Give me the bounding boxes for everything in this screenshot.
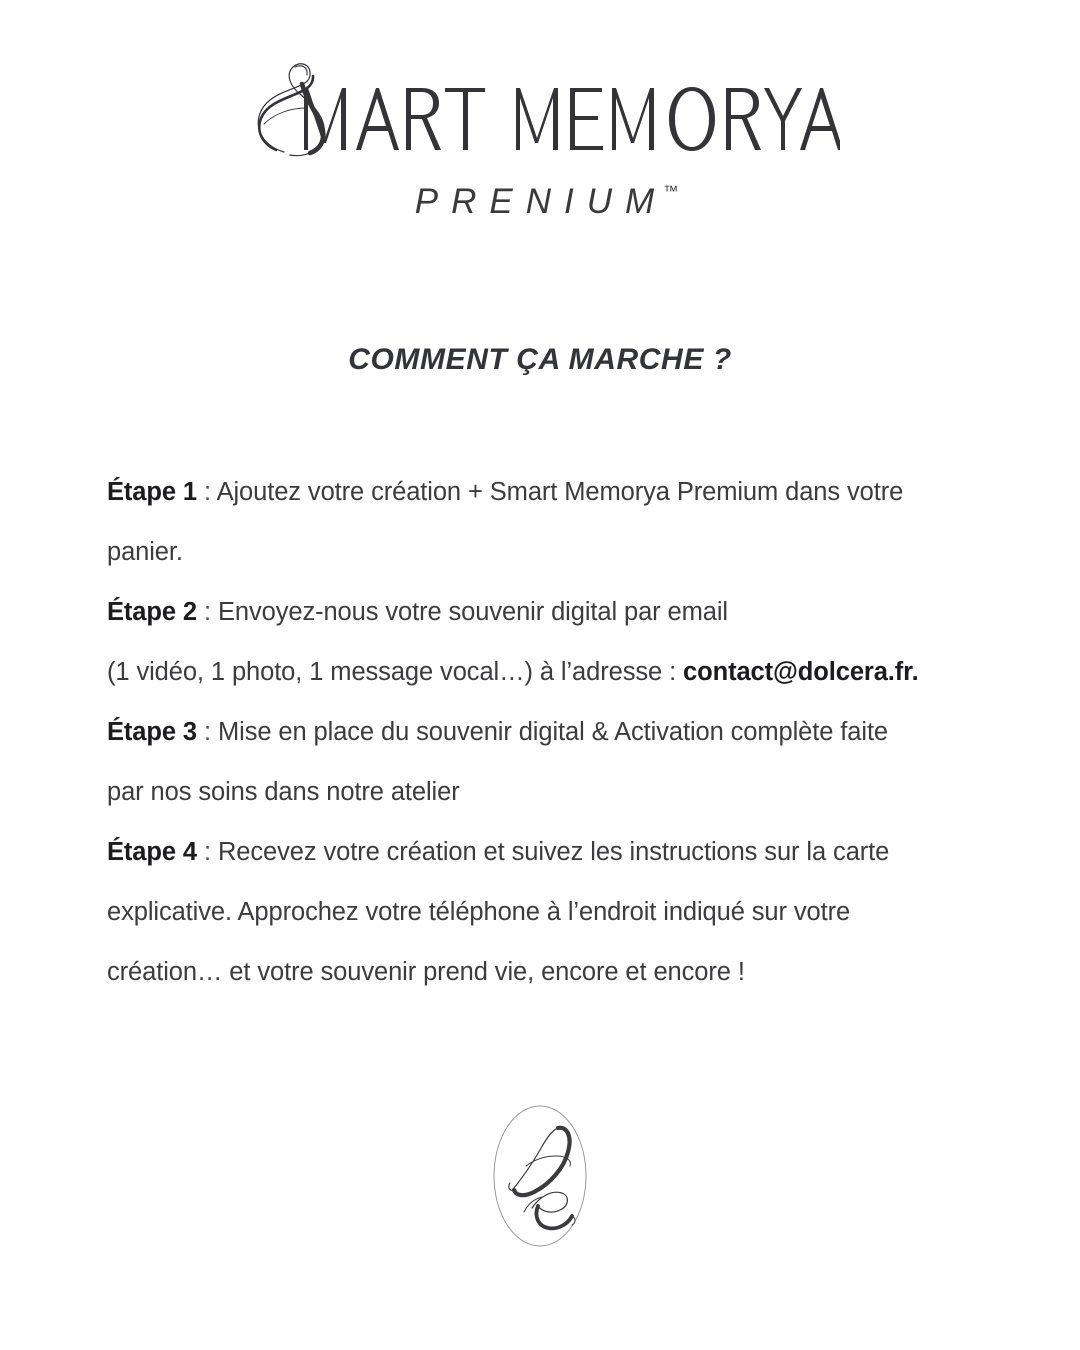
list-item xyxy=(107,762,979,822)
brand-header xyxy=(0,58,1080,222)
list-item xyxy=(107,882,979,942)
step-separator: : xyxy=(197,598,218,626)
step-label: Étape 3 xyxy=(107,718,198,746)
brand-subtitle xyxy=(402,182,678,222)
de-monogram-icon xyxy=(480,1092,600,1260)
list-item xyxy=(107,822,979,882)
step-text: Recevez votre création et suivez les instructions sur la carte xyxy=(217,838,890,866)
list-item xyxy=(107,642,979,702)
brand-subtitle-text: PRENIUM xyxy=(414,182,668,221)
step-label: Étape 4 xyxy=(107,838,198,866)
step-text: Envoyez-nous votre souvenir digital par email xyxy=(217,598,728,626)
step-text: Ajoutez votre création + Smart Memorya Premium dans votre xyxy=(216,478,904,506)
list-item xyxy=(107,942,979,1002)
contact-email[interactable]: contact@dolcera.fr. xyxy=(683,658,919,686)
step-label: Étape 2 xyxy=(107,598,198,626)
list-item xyxy=(107,702,979,762)
steps-list xyxy=(107,462,979,1002)
step-text: explicative. Approchez votre téléphone à l’endroit indiqué sur votre xyxy=(107,898,851,926)
step-separator: : xyxy=(197,718,218,746)
step-text: (1 vidéo, 1 photo, 1 message vocal…) à l’adresse : xyxy=(107,658,684,686)
step-text: création… et votre souvenir prend vie, encore et encore ! xyxy=(107,958,745,986)
step-separator: : xyxy=(197,838,218,866)
list-item xyxy=(107,522,979,582)
step-text: Mise en place du souvenir digital & Activation complète faite xyxy=(217,718,889,746)
smart-memorya-wordmark-icon xyxy=(240,58,840,170)
step-text: par nos soins dans notre atelier xyxy=(107,778,460,806)
step-separator: : xyxy=(197,478,217,506)
footer-monogram xyxy=(0,1092,1080,1260)
step-label: Étape 1 xyxy=(107,478,198,506)
trademark-icon: ™ xyxy=(663,183,679,200)
brand-wordmark xyxy=(0,58,1080,170)
page-title: COMMENT ÇA MARCHE ? xyxy=(348,343,732,376)
list-item xyxy=(107,462,979,522)
step-text: panier. xyxy=(107,538,183,566)
list-item xyxy=(107,582,979,642)
